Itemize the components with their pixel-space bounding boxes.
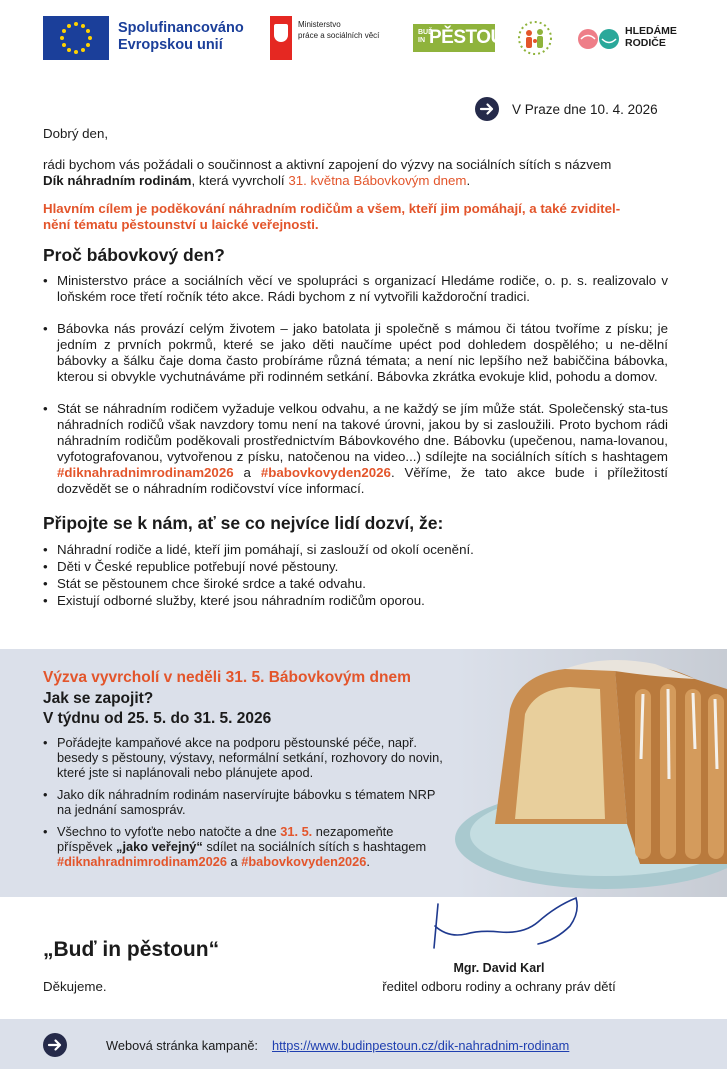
list-item: • Jako dík náhradním rodinám naservírujte bábovku s tématem NRP na jednání samospráv.	[43, 787, 443, 817]
intro-paragraph: rádi bychom vás požádali o součinnost a aktivní zapojení do výzvy na sociálních sítích s názvem Dík náhradním rodinám, která vyvrcholí 31. května Bábovkovým dnem.	[43, 157, 612, 188]
footer-label: Webová stránka kampaně:	[106, 1038, 258, 1053]
band-list	[43, 735, 443, 876]
band-title: Výzva vyvrcholí v neděli 31. 5. Bábovkovým dnem	[43, 669, 411, 686]
eu-funding-text: Spolufinancováno Evropskou unií	[118, 20, 244, 53]
list-item: • Náhradní rodiče a lidé, kteří jim pomáhají, si zaslouží od okolí ocenění.	[43, 542, 668, 558]
join-list	[43, 542, 668, 610]
arrow-right-icon	[43, 1033, 67, 1057]
bud-in-pestoun-logo: BUĎ IN PĚSTOUN	[413, 24, 495, 52]
list-item: • Děti v České republice potřebují nové pěstouny.	[43, 559, 668, 575]
footer	[0, 1019, 727, 1069]
list-item: • Ministerstvo práce a sociálních věcí ve spolupráci s organizací Hledáme rodiče, o. p. s. realizovalo v loňském roce třetí ročník této akce. Rádi bychom z ní vytvořili každoroční tradici.	[43, 273, 668, 305]
list-item: • Existují odborné služby, které jsou náhradním rodičům oporou.	[43, 593, 668, 609]
heading-why: Proč bábovkový den?	[43, 245, 225, 265]
eu-flag-logo	[43, 16, 109, 60]
list-item: • Všechno to vyfoťte nebo natočte a dne 31. 5. nezapomeňte příspěvek „jako veřejný“ sdílet na sociálních sítích s hashtagem #diknahradnimrodinam2026 a #babovkovyden2026.	[43, 824, 443, 869]
list-item: • Bábovka nás provází celým životem – jako batolata ji společně s mámou či tátou tvoříme z písku; je jedním z prvních pokrmů, které se jako děti naučíme upéct pod dohledem dospělého; u ne-dělní bábovky a šálku čaje doma často probíráme různá témata; a není nic lepšího než babiččina bábovka, kterou si obvykle vychutnáváme při rodinném setkání. Bábovka zkrátka evokuje klid, pohodu a domov.	[43, 321, 668, 385]
list-item: • Pořádejte kampaňové akce na podporu pěstounské péče, např. besedy s pěstouny, výstavy, neformální setkání, rozhovory do novin, které jste si naplánovali nebo plánujete apod.	[43, 735, 443, 780]
signatory-name: Mgr. David Karl	[453, 961, 545, 975]
family-icon	[516, 19, 554, 57]
ministry-name: Ministerstvo práce a sociálních věcí	[298, 20, 380, 40]
hledame-rodice-logo: HLEDÁME RODIČE	[625, 25, 677, 49]
heading-join: Připojte se k nám, ať se co nejvíce lidí dozví, že:	[43, 513, 444, 533]
list-item: • Stát se náhradním rodičem vyžaduje velkou odvahu, a ne každý se jím může stát. Společenský sta-tus náhradních rodičů však navzdory tomu není na takové úrovni, jakou by si zasloužili. Proto bychom rádi náhradním rodičům poděkovali prostřednictvím Bábovkového dne. Bábovku (upečenou, nama-lovanou, vyfotografovanou, vytvořenou z písku, natočenou na video...) sdílejte na sociálních sítích s hashtagem #diknahradnimrodinam2026 a #babovkovyden2026. Věříme, že tato akce bude i příležitostí dozvědět se o náhradním rodičovství více informací.	[43, 401, 668, 497]
letter-date: V Praze dne 10. 4. 2026	[512, 102, 658, 117]
why-list	[43, 273, 668, 513]
bundt-cake-image	[455, 649, 727, 897]
campaign-slogan: „Buď in pěstoun“	[43, 938, 220, 961]
band-week: V týdnu od 25. 5. do 31. 5. 2026	[43, 710, 272, 727]
logo-bar	[0, 0, 727, 80]
greeting: Dobrý den,	[43, 126, 109, 141]
campaign-website-link[interactable]: https://www.budinpestoun.cz/dik-nahradnim-rodinam	[272, 1038, 570, 1053]
how-to-join-band	[0, 649, 727, 897]
band-subtitle: Jak se zapojit?	[43, 690, 154, 707]
arrow-right-icon	[475, 97, 499, 121]
thanks-text: Děkujeme.	[43, 979, 107, 994]
handwritten-signature	[428, 892, 588, 954]
signatory-role: ředitel odboru rodiny a ochrany práv dětí	[382, 979, 616, 994]
ministry-emblem	[270, 16, 292, 60]
goal-paragraph: Hlavním cílem je poděkování náhradním rodičům a všem, kteří jim pomáhají, a také zviditel- nění tématu pěstounství u laické veřejnosti.	[43, 201, 621, 232]
list-item: • Stát se pěstounem chce široké srdce a také odvahu.	[43, 576, 668, 592]
hledame-rodice-icon	[577, 28, 621, 50]
